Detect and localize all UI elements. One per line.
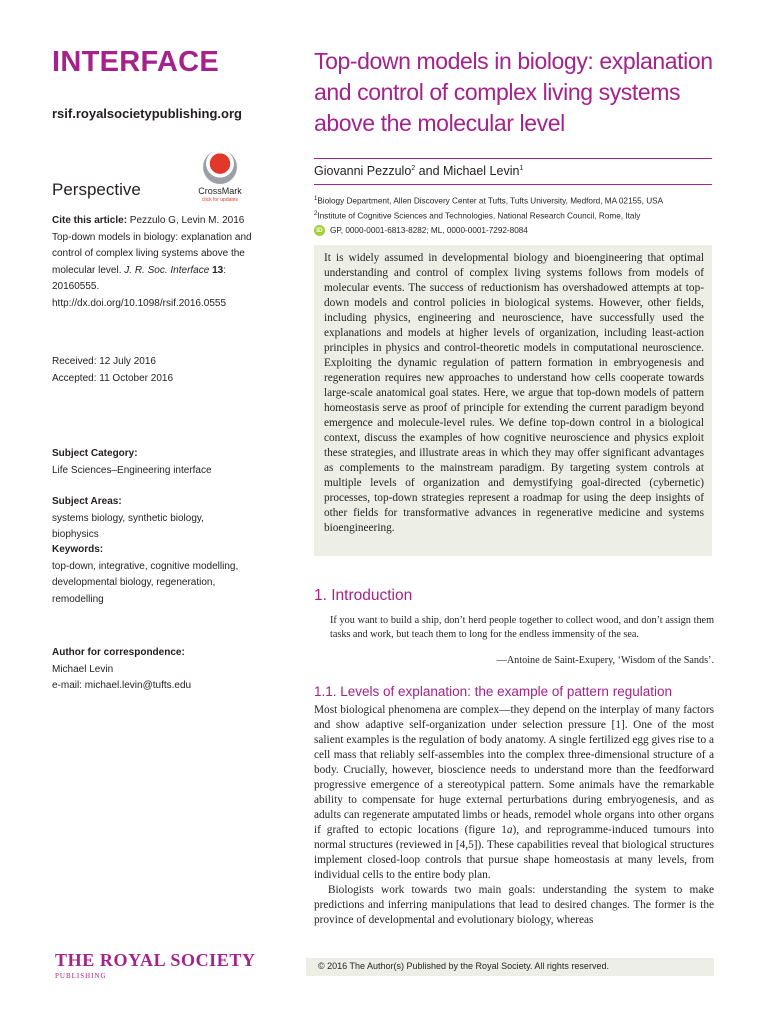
article-title: Top-down models in biology: explanation and control of complex living systems above the molecular level	[314, 48, 713, 136]
cite-volume: 13	[209, 264, 224, 276]
paragraph-2: Biologists work towards two main goals: understanding the system to make predictions and inferring manipulations that lead to desired changes. The former is the province of developmental and evolutionary biology, whereas	[314, 884, 714, 926]
section-heading-introduction: 1. Introduction	[314, 587, 413, 604]
correspondence-head: Author for correspondence:	[52, 647, 185, 658]
crossmark-sub: click for updates	[201, 197, 239, 203]
correspondence	[52, 645, 252, 695]
subject-category-head: Subject Category:	[52, 448, 138, 459]
cite-journal: J. R. Soc. Interface	[124, 264, 210, 276]
crossmark-badge[interactable]	[190, 150, 250, 206]
doi-link[interactable]: http://dx.doi.org/10.1098/rsif.2016.0555	[52, 297, 227, 309]
author-divider	[314, 184, 712, 185]
subject-category-value: Life Sciences–Engineering interface	[52, 464, 212, 476]
author-2: Michael Levin	[443, 164, 520, 178]
copyright-bar	[306, 958, 714, 976]
author-2-sup: 1	[519, 164, 524, 172]
affiliation-1	[314, 193, 714, 208]
citation-block	[52, 213, 252, 312]
author-1: Giovanni Pezzulo	[314, 164, 412, 178]
author-list	[314, 164, 523, 178]
journal-brand: INTERFACE	[52, 46, 220, 78]
correspondence-email[interactable]: e-mail: michael.levin@tufts.edu	[52, 680, 192, 691]
affiliation-2-sup: 2	[314, 210, 318, 217]
logo-line-2: PUBLISHING	[55, 972, 107, 980]
affiliations	[314, 193, 714, 222]
dates-block	[52, 354, 252, 387]
subject-areas	[52, 494, 252, 544]
received-date: Received: 12 July 2016	[52, 356, 156, 367]
title-divider	[314, 158, 712, 159]
logo-line-1: THE ROYAL SOCIETY	[55, 950, 256, 970]
subject-areas-head: Subject Areas:	[52, 496, 122, 507]
keywords	[52, 542, 252, 608]
affiliation-2	[314, 208, 714, 223]
orcid-line	[314, 225, 528, 236]
correspondence-name: Michael Levin	[52, 663, 114, 675]
crossmark-icon	[203, 150, 237, 184]
subject-category	[52, 446, 252, 479]
paragraph-1	[314, 703, 714, 883]
orcid-icon[interactable]: iD	[314, 225, 325, 236]
author-1-sup: 2	[411, 164, 416, 172]
affiliation-2-text: Institute of Cognitive Sciences and Technologies, National Research Council, Rome, Italy	[317, 211, 641, 221]
body-text	[314, 703, 714, 928]
epigraph: If you want to build a ship, don’t herd people together to collect wood, and don’t assign them tasks and work, but teach them to long for the endless immensity of the sea.	[330, 615, 714, 640]
author-and: and	[415, 164, 443, 178]
keywords-head: Keywords:	[52, 544, 104, 555]
abstract-box	[314, 245, 712, 556]
journal-site-link[interactable]: rsif.royalsocietypublishing.org	[52, 106, 242, 121]
article-type: Perspective	[52, 180, 141, 199]
royal-society-logo	[55, 950, 256, 980]
affiliation-1-text: Biology Department, Allen Discovery Center at Tufts, Tufts University, Medford, MA 02155, USA	[317, 196, 664, 206]
figure-ref[interactable]: a	[506, 824, 513, 836]
accepted-date: Accepted: 11 October 2016	[52, 372, 174, 384]
epigraph-source: —Antoine de Saint-Exupery, ‘Wisdom of the Sands’.	[496, 655, 714, 666]
cite-rest: : 20160555.	[52, 264, 226, 292]
affiliation-1-sup: 1	[314, 196, 318, 202]
paragraph-1-a: Most biological phenomena are complex—they depend on the interplay of many factors and show adaptive self-organization under selection pressure [1]. One of the most salient examples is the regulation of body anatomy. A single fertilized egg gives rise to a cell mass that reliably self-assembles into the complex three-dimensional structure of a body. Crucially, however, bioscience needs to understand more than the feedforward progressive emergence of a stereotypical pattern. Some animals have the remarkable ability to compensate for huge external perturbations during embryogenesis, and as adults can regenerate amputated limbs or heads, remodel whole organs into other organs if grafted to ectopic locations (figure 1	[314, 704, 714, 836]
paragraph-1-b: ), and reprogramme-induced tumours into normal structures (reviewed in [4,5]). These capabilities reveal that biological structures implement closed-loop controls that pursue shape homeostasis at many levels, from individual cells to the entire body plan.	[314, 824, 714, 881]
abstract-text: It is widely assumed in developmental biology and bioengineering that optimal understanding and control of complex living systems follows from models of molecular events. The success of reductionism has overshadowed attempts at top-down models and control policies in biological systems. However, other fields, including physics, engineering and neuroscience, have successfully used the explanations and models at higher levels of organization, including least-action principles in physics and control-theoretic models in computational neuroscience. Exploiting the dynamic regulation of pattern formation in embryogenesis and regeneration requires new approaches to understand how cells cooperate towards large-scale anatomical goal states. Here, we argue that top-down models of pattern homeostasis serve as proof of principle for extending the current paradigm beyond emergence and molecule-level rules. We define top-down control in a biological context, discuss the examples of how cognitive neuroscience and physics exploit these strategies, and illustrate areas in which they may offer significant advantages as complements to the mainstream paradigm. By targeting system controls at multiple levels of organization and demystifying goal-directed (cybernetic) processes, top-down strategies represent a roadmap for using the deep insights of other fields for transformative advances in regenerative medicine and systems bioengineering.	[324, 252, 704, 534]
orcid-text: GP, 0000-0001-6813-8282; ML, 0000-0001-7292-8084	[330, 226, 528, 235]
copyright-text: © 2016 The Author(s) Published by the Royal Society. All rights reserved.	[318, 961, 609, 971]
subject-areas-value: systems biology, synthetic biology, biophysics	[52, 512, 204, 540]
crossmark-label: CrossMark	[198, 186, 242, 196]
keywords-value: top-down, integrative, cognitive modelling, developmental biology, regeneration, remodelling	[52, 560, 239, 605]
cite-text: Pezzulo G, Levin M. 2016 Top-down models in biology: explanation and control of complex living systems above the molecular level.	[52, 215, 252, 276]
cite-label: Cite this article:	[52, 215, 128, 226]
subsection-heading: 1.1. Levels of explanation: the example of pattern regulation	[314, 684, 672, 699]
